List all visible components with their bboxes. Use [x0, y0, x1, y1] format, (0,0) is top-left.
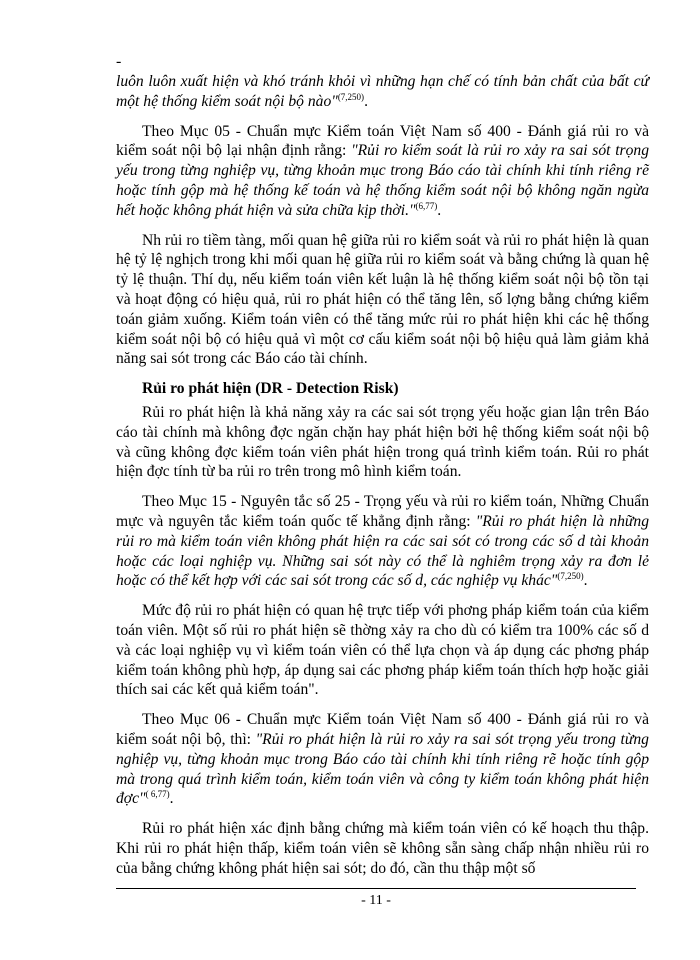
quote-text: "Rủi ro phát hiện là những rủi ro mà kiểm toán viên không phát hiện ra các sai sót có trong các số d tài khoản hoặc các loại nghiệp vụ. Những sai sót này có thể là nghiêm trọng xảy ra đơn lẻ hoặc có thể kết hợp với các sai sót trong các số d, các nghiệp vụ khác" [116, 512, 650, 590]
section-heading: Rủi ro phát hiện (DR - Detection Risk) [142, 380, 399, 398]
citation: ( 6,77) [145, 789, 170, 800]
paragraph-vsa400-control-risk: Theo Mục 05 - Chuẩn mực Kiểm toán Việt Nam số 400 - Đánh giá rủi ro và kiểm soát nội bộ lại nhận định rằng: "Rủi ro kiểm soát là rủi ro xảy ra sai sót trọng yếu trong từng nghiệp vụ, từng khoản mục trong Báo cáo tài chính khi tính riêng rẽ hoặc tính gộp mà hệ thống kế toán và hệ thống kiểm soát nội bộ không ngăn ngừa hết hoặc không phát hiện và sửa chữa kịp thời."$^{(6,77)}$. [116, 122, 649, 219]
paragraph-risk-relationship: Nh rủi ro tiềm tàng, mối quan hệ giữa rủi ro kiểm soát và rủi ro phát hiện là quan hệ tỷ lệ nghịch trong khi mối quan hệ giữa rủi ro kiểm soát và bằng chứng là quan hệ tỷ lệ thuận. Thí dụ, nếu kiểm toán viên kết luận là hệ thống kiểm soát nội bộ tồn tại và hoạt động có hiệu quả, rủi ro phát hiện có thể tăng lên, số lợng bằng chứng kiểm toán giảm xuống. Kiểm toán viên có thể tăng mức rủi ro phát hiện khi các hệ thống kiểm soát nội bộ có hiệu quả vì một cơ cấu kiểm soát nội bộ hiệu quả làm giảm khả năng sai sót trong các Báo cáo tài chính. [116, 231, 649, 368]
paragraph-isa-principle-25: Theo Mục 15 - Nguyên tắc số 25 - Trọng yếu và rủi ro kiểm toán, Những Chuẩn mực và nguyên tắc kiểm toán quốc tế khẳng định rằng: "Rủi ro phát hiện là những rủi ro mà kiểm toán viên không phát hiện ra các sai sót có trong các số d tài khoản hoặc các loại nghiệp vụ. Những sai sót này có thể là nghiêm trọng xảy ra đơn lẻ hoặc có thể kết hợp với các sai sót trong các số d, các nghiệp vụ khác"$^{(7,250)}$. [116, 493, 650, 590]
paragraph-detection-risk-definition: Rủi ro phát hiện là khả năng xảy ra các sai sót trọng yếu hoặc gian lận trên Báo cáo tài chính mà không đợc ngăn chặn hay phát hiện bởi hệ thống kiểm soát nội bộ và cũng không đợc kiểm toán viên phát hiện trong quá trình kiểm toán. Rủi ro phát hiện đợc tính từ ba rủi ro trên trong mô hình kiểm toán. [116, 403, 649, 481]
quote-text: luôn luôn xuất hiện và khó tránh khỏi vì những hạn chế có tính bản chất của bất cứ một hệ thống kiểm soát nội bộ nào" [116, 73, 649, 110]
citation: (7,250) [337, 91, 365, 102]
footer-divider [116, 888, 636, 889]
paragraph-evidence-planning: Rủi ro phát hiện xác định bằng chứng mà kiểm toán viên có kế hoạch thu thập. Khi rủi ro phát hiện thấp, kiểm toán viên sẽ không sẵn sàng chấp nhận nhiều rủi ro của bằng chứng không phát hiện sai sót; do đó, cần thu thập một số [116, 820, 649, 877]
quote-text: "Rủi ro phát hiện là rủi ro xảy ra sai sót trọng yếu trong từng nghiệp vụ, từng khoản mục trong Báo cáo tài chính khi tính riêng rẽ hoặc tính gộp mà trong quá trình kiểm toán, kiểm toán viên và công ty kiểm toán không phát hiện đợc" [116, 730, 649, 808]
citation: (7,250) [557, 571, 584, 582]
paragraph-continued: luôn luôn xuất hiện và khó tránh khỏi vì những hạn chế có tính bản chất của bất cứ một hệ thống kiểm soát nội bộ nào"$^{(7,250)}$. [116, 73, 649, 110]
paragraph-detection-risk-level: Mức độ rủi ro phát hiện có quan hệ trực tiếp với phơng pháp kiểm toán của kiểm toán viên. Một số rủi ro phát hiện sẽ thờng xảy ra cho dù có kiểm tra 100% các số d và các loại nghiệp vụ vì kiểm toán viên có thể lựa chọn và áp dụng các phơng pháp kiểm toán không phù hợp, áp dụng sai các phơng pháp kiểm toán thích hợp hoặc giải thích sai các kết quả kiểm toán". [116, 602, 649, 699]
page-number: - 11 - [361, 893, 391, 908]
paragraph-vsa400-detection-risk: Theo Mục 06 - Chuẩn mực Kiểm toán Việt Nam số 400 - Đánh giá rủi ro và kiểm soát nội bộ, thì: "Rủi ro phát hiện là rủi ro xảy ra sai sót trọng yếu trong từng nghiệp vụ, từng khoản mục trong Báo cáo tài chính khi tính riêng rẽ hoặc tính gộp mà trong quá trình kiểm toán, kiểm toán viên và công ty kiểm toán không phát hiện đợc"$^{( 6,77)}$. [116, 711, 649, 808]
citation: (6,77) [415, 200, 438, 211]
document-body [116, 72, 649, 888]
top-mark: - [116, 53, 122, 70]
quote-text: "Rủi ro kiểm soát là rủi ro xảy ra sai sót trọng yếu trong từng nghiệp vụ, từng khoản mục trong Báo cáo tài chính khi tính riêng rẽ hoặc tính gộp mà hệ thống kế toán và hệ thống kiểm soát nội bộ không ngăn ngừa hết hoặc không phát hiện và sửa chữa kịp thời." [116, 142, 649, 219]
